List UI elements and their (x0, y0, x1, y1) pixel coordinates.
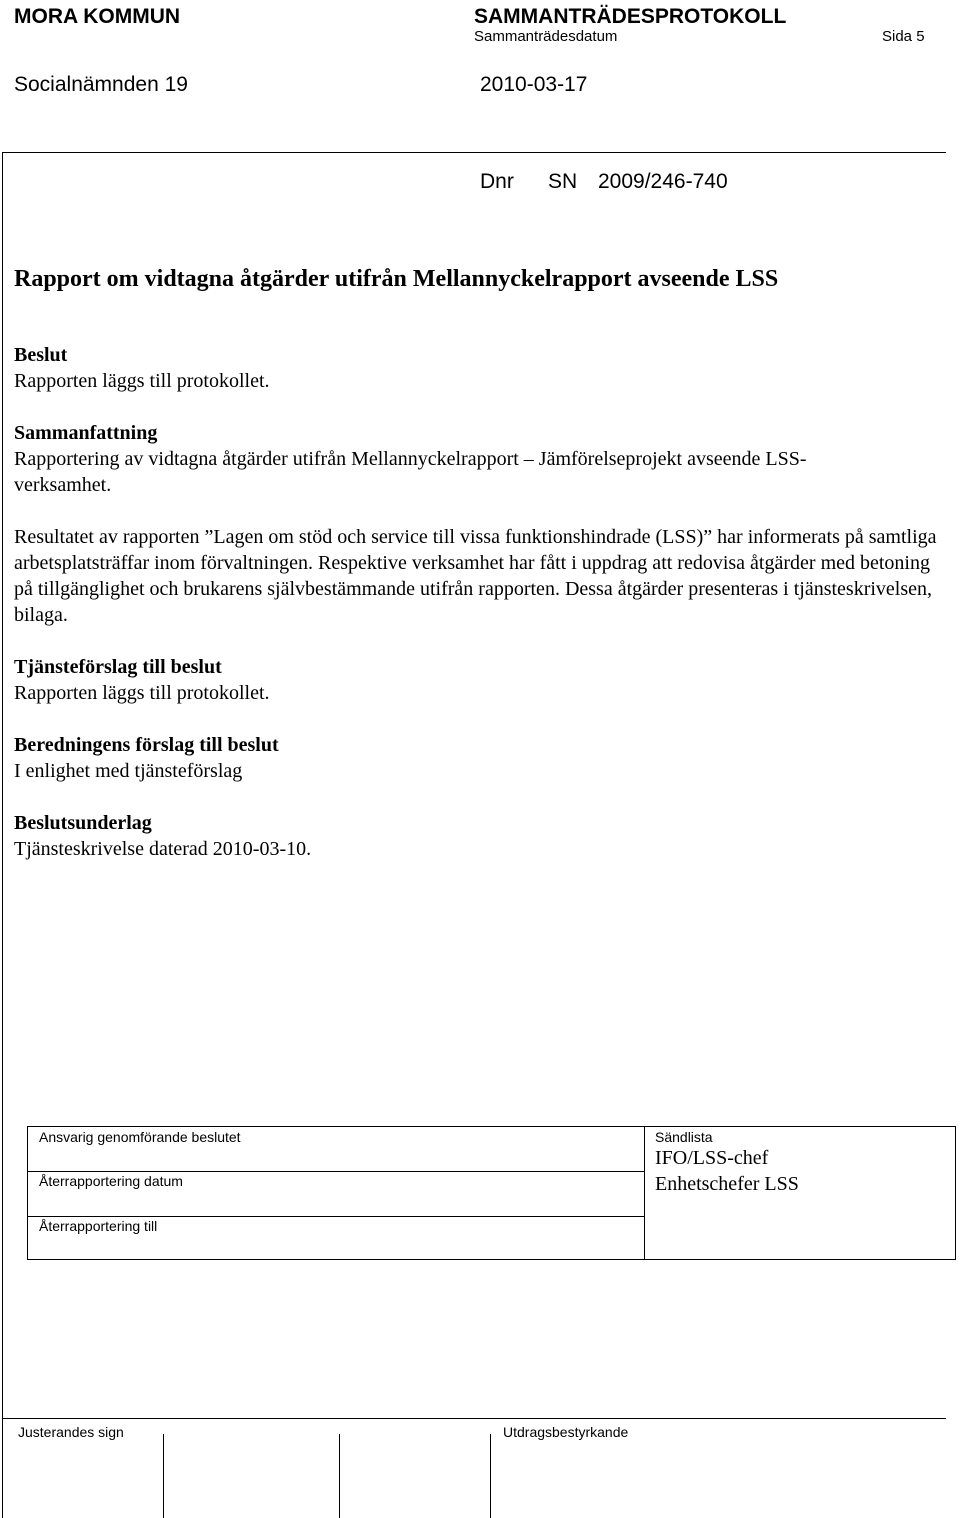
justerandes-sign-label: Justerandes sign (18, 1424, 124, 1440)
sammanfattning-heading: Sammanfattning (14, 422, 158, 444)
table-divider-vertical (644, 1127, 645, 1260)
sammanfattning-text: Rapportering av vidtagna åtgärder utifrån Mellannyckelrapport – Jämförelseprojekt avseende LSS-verksamhet. (14, 448, 807, 496)
document-body (14, 342, 949, 862)
dnr-number: 2009/246-740 (598, 170, 728, 193)
case-number (480, 170, 728, 194)
paragraph-reference: Socialnämnden 19 (14, 73, 188, 96)
signature-divider (2, 1418, 946, 1419)
dnr-label: Dnr (480, 170, 514, 193)
header-divider (2, 152, 946, 153)
aterrapportering-till-label: Återrapportering till (39, 1218, 158, 1234)
ansvarig-label: Ansvarig genomförande beslutet (39, 1129, 241, 1145)
tjansteforslag-heading: Tjänsteförslag till beslut (14, 656, 222, 678)
beslut-heading: Beslut (14, 344, 68, 366)
table-divider-row-1 (28, 1171, 644, 1172)
dnr-prefix: SN (548, 170, 578, 193)
beredning-text: I enlighet med tjänsteförslag (14, 760, 243, 782)
page-title: Rapport om vidtagna åtgärder utifrån Mellannyckelrapport avseende LSS (14, 266, 779, 292)
utdragsbestyrkande-label: Utdragsbestyrkande (503, 1424, 629, 1440)
sandlista-label: Sändlista (655, 1129, 713, 1145)
followup-table (27, 1126, 956, 1260)
sandlista-item: Enhetschefer LSS (655, 1173, 799, 1195)
meeting-date: 2010-03-17 (480, 73, 588, 96)
signature-box-divider (163, 1434, 164, 1518)
sandlista-item: IFO/LSS-chef (655, 1147, 769, 1169)
page-number: Sida 5 (882, 28, 925, 45)
tjansteforslag-text: Rapporten läggs till protokollet. (14, 682, 270, 704)
beslut-text: Rapporten läggs till protokollet. (14, 370, 270, 392)
left-border (2, 152, 3, 1518)
organization-name: MORA KOMMUN (14, 5, 181, 28)
beslutsunderlag-heading: Beslutsunderlag (14, 812, 152, 834)
meeting-date-label: Sammanträdesdatum (474, 28, 618, 45)
aterrapportering-datum-label: Återrapportering datum (39, 1173, 183, 1189)
beredning-heading: Beredningens förslag till beslut (14, 734, 279, 756)
resultat-text: Resultatet av rapporten ”Lagen om stöd och service till vissa funktionshindrade (LSS)” har informerats på samtliga arbetsplatsträffar inom förvaltningen. Respektive verksamhet har fått i uppdrag att redovisa åtgärder med betoning på tillgänglighet och brukarens självbestämmande utifrån rapporten. Dessa åtgärder presenteras i tjänsteskrivelsen, bilaga. (14, 526, 937, 626)
beslutsunderlag-text: Tjänsteskrivelse daterad 2010-03-10. (14, 838, 312, 860)
signature-box-divider (339, 1434, 340, 1518)
signature-box-divider (490, 1434, 491, 1518)
table-divider-row-2 (28, 1216, 644, 1217)
document-type: SAMMANTRÄDESPROTOKOLL (474, 5, 787, 28)
